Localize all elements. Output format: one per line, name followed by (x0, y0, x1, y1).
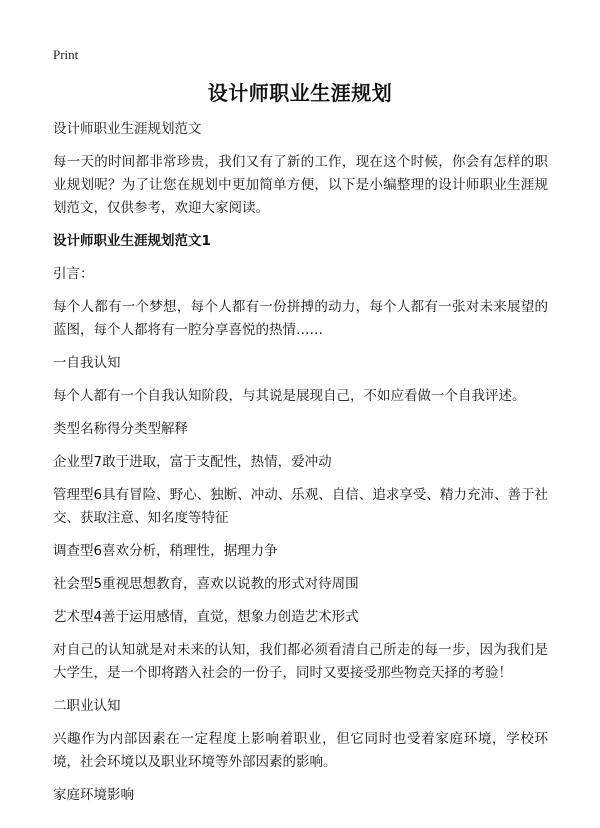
paragraph-interest-influence: 兴趣作为内部因素在一定程度上影响着职业，但它同时也受着家庭环境，学校环境，社会环境以及职业环境等外部因素的影响。 (53, 731, 548, 770)
paragraph-self-awareness-heading: 一自我认知 (53, 355, 121, 371)
paragraph-dream: 每个人都有一个梦想，每个人都有一份拼搏的动力，每个人都有一张对未来展望的蓝图，每个人都将有一腔分享喜悦的热情…… (53, 299, 548, 338)
paragraph-research-type: 调查型6喜欢分析，稍理性，据理力争 (53, 543, 278, 559)
intro-paragraph: 每一天的时间都非常珍贵，我们又有了新的工作，现在这个时候，你会有怎样的职业规划呢？为了让您在规划中更加简单方便，以下是小编整理的设计师职业生涯规划范文，仅供参考，欢迎大家阅读。 (53, 154, 548, 216)
paragraph-introduction-label: 引言： (53, 266, 94, 282)
paragraph-enterprise-type: 企业型7敢于进取，富于支配性，热情，爱冲动 (53, 454, 332, 470)
paragraph-social-type: 社会型5重视思想教育，喜欢以说教的形式对待周围 (53, 576, 359, 592)
paragraph-type-header: 类型名称得分类型解释 (53, 421, 188, 437)
section-heading: 设计师职业生涯规划范文1 (53, 233, 211, 249)
paragraph-self-cognition: 对自己的认知就是对未来的认知，我们都必须看清自己所走的每一步，因为我们是大学生，是一个即将踏入社会的一份子，同时又要接受那些物竞天择的考验！ (53, 642, 548, 681)
document-title: 设计师职业生涯规划 (207, 81, 393, 105)
document-content (53, 118, 548, 817)
paragraph-self-awareness: 每个人都有一个自我认知阶段，与其说是展现自己，不如应看做一个自我评述。 (53, 388, 526, 404)
paragraph-management-type: 管理型6具有冒险、野心、独断、冲动、乐观、自信、追求享受、精力充沛、善于社交、获取注意、知名度等特征 (53, 487, 548, 526)
document-subtitle: 设计师职业生涯规划范文 (53, 121, 202, 137)
paragraph-career-cognition-heading: 二职业认知 (53, 698, 121, 714)
paragraph-family-environment: 家庭环境影响 (53, 787, 134, 803)
print-label: Print (53, 47, 79, 62)
paragraph-art-type: 艺术型4善于运用感情，直觉，想象力创造艺术形式 (53, 609, 359, 625)
